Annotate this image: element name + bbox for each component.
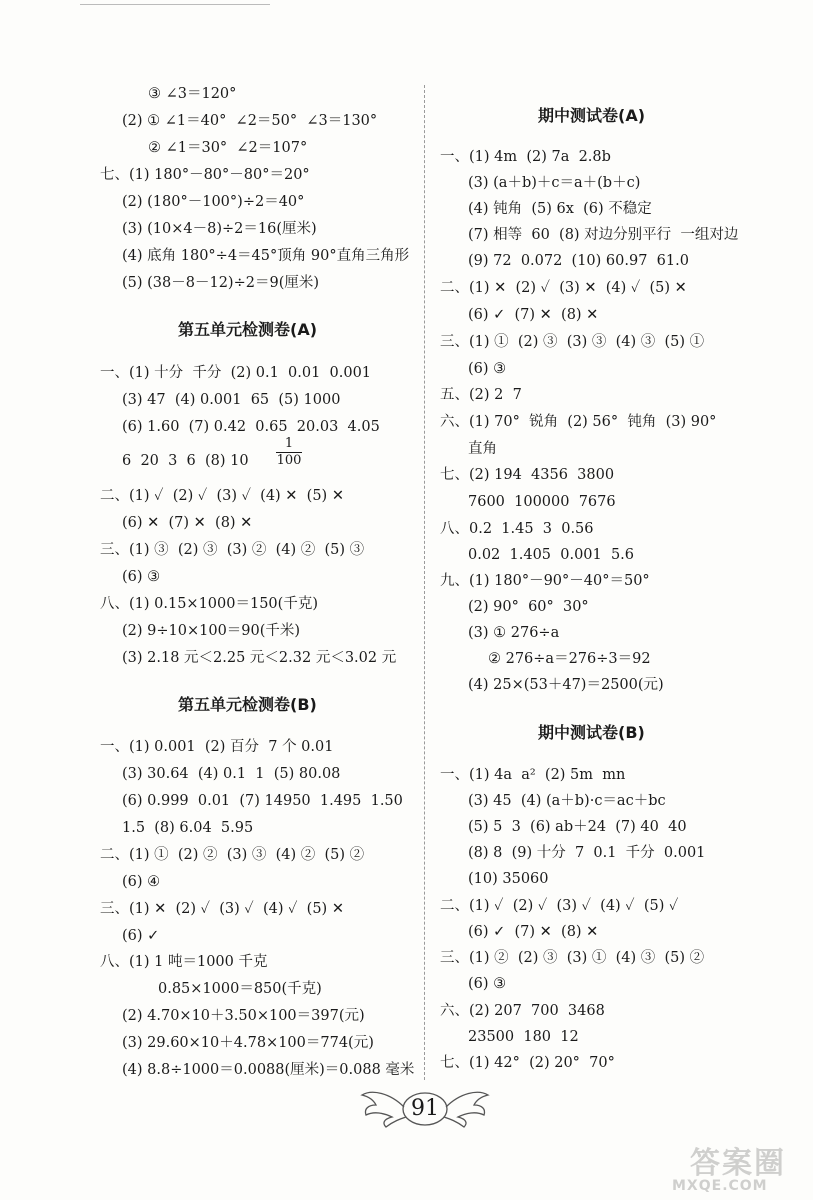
column-divider: [424, 85, 425, 1080]
answer-line: 二、(1) ✓ (2) ✓ (3) ✓ (4) ✓ (5) ✓: [440, 898, 679, 914]
answer-line: (6) ✓: [122, 928, 160, 944]
answer-line: (3) (10×4－8)÷2＝16(厘米): [122, 221, 317, 237]
answer-line: 六、(2) 207 700 3468: [440, 1003, 605, 1019]
answer-line: (2) ① ∠1＝40° ∠2＝50° ∠3＝130°: [122, 113, 378, 129]
answer-line: 三、(1) ✕ (2) ✓ (3) ✓ (4) ✓ (5) ✕: [100, 901, 344, 917]
answer-line: (7) 相等 60 (8) 对边分别平行 一组对边: [468, 227, 739, 243]
answer-line: (4) 25×(53＋47)＝2500(元): [468, 677, 664, 693]
answer-line: 六、(1) 70° 锐角 (2) 56° 钝角 (3) 90°: [440, 414, 717, 430]
answer-line: 一、(1) 4a a² (2) 5m mn: [440, 767, 626, 783]
answer-line: 6 20 3 6 (8) 10: [122, 453, 249, 469]
answer-line: (5) (38－8－12)÷2＝9(厘米): [122, 275, 320, 291]
answer-line: 一、(1) 0.001 (2) 百分 7 个 0.01: [100, 739, 334, 755]
answer-line: (6) ✓ (7) ✕ (8) ✕: [468, 307, 599, 323]
answer-line: (4) 钝角 (5) 6x (6) 不稳定: [468, 201, 652, 217]
section-heading: 期中测试卷(A): [538, 106, 646, 125]
answer-line: 0.02 1.405 0.001 5.6: [468, 547, 635, 563]
answer-line: 七、(1) 180°－80°－80°＝20°: [100, 167, 310, 183]
section-heading: 第五单元检测卷(B): [178, 695, 317, 714]
answer-line: (3) 29.60×10＋4.78×100＝774(元): [122, 1035, 374, 1051]
answer-line: 三、(1) ① (2) ③ (3) ③ (4) ③ (5) ①: [440, 334, 705, 350]
answer-line: (6) ③: [122, 569, 161, 585]
answer-line: 一、(1) 4m (2) 7a 2.8b: [440, 149, 611, 165]
answer-line: ② 276÷a＝276÷3＝92: [488, 651, 651, 667]
answer-line: 三、(1) ② (2) ③ (3) ① (4) ③ (5) ②: [440, 950, 705, 966]
answer-line: 二、(1) ① (2) ② (3) ③ (4) ② (5) ②: [100, 847, 365, 863]
answer-line: (4) 底角 180°÷4＝45°顶角 90°直角三角形: [122, 248, 410, 264]
answer-line: (3) 45 (4) (a＋b)·c＝ac＋bc: [468, 793, 666, 809]
answer-line: (2) (180°－100°)÷2＝40°: [122, 194, 305, 210]
answer-line: (10) 35060: [468, 871, 549, 887]
answer-line: (6) ✕ (7) ✕ (8) ✕: [122, 515, 253, 531]
answer-line: (2) 90° 60° 30°: [468, 599, 589, 615]
fraction-numerator: 1: [276, 436, 302, 453]
fraction-denominator: 100: [276, 453, 302, 468]
answer-line: (3) (a＋b)＋c＝a＋(b＋c): [468, 175, 641, 191]
answer-line: (4) 8.8÷1000＝0.0088(厘米)＝0.088 毫米: [122, 1062, 415, 1078]
answer-line: (3) 47 (4) 0.001 65 (5) 1000: [122, 392, 341, 408]
answer-line: (2) 9÷10×100＝90(千米): [122, 623, 301, 639]
page-number: 91: [411, 1096, 439, 1121]
answer-line: (2) 4.70×10＋3.50×100＝397(元): [122, 1008, 365, 1024]
answer-line: (6) ✓ (7) ✕ (8) ✕: [468, 924, 599, 940]
answer-line: 7600 100000 7676: [468, 494, 616, 510]
answer-line: (9) 72 0.072 (10) 60.97 61.0: [468, 253, 689, 269]
answer-line: 二、(1) ✕ (2) ✓ (3) ✕ (4) ✓ (5) ✕: [440, 280, 687, 296]
answer-line: 七、(2) 194 4356 3800: [440, 467, 615, 483]
answer-line: (3) 30.64 (4) 0.1 1 (5) 80.08: [122, 766, 341, 782]
answer-line: (3) 2.18 元＜2.25 元＜2.32 元＜3.02 元: [122, 650, 397, 666]
answer-line: ③ ∠3＝120°: [148, 86, 237, 102]
fraction: [276, 436, 302, 469]
answer-line: (6) 1.60 (7) 0.42 0.65 20.03 4.05: [122, 419, 380, 435]
answer-line: (3) ① 276÷a: [468, 625, 560, 641]
answer-line: 一、(1) 十分 千分 (2) 0.1 0.01 0.001: [100, 365, 372, 381]
answer-line: 0.85×1000＝850(千克): [158, 981, 322, 997]
answer-line: 二、(1) ✓ (2) ✓ (3) ✓ (4) ✕ (5) ✕: [100, 488, 344, 504]
answer-line: 1.5 (8) 6.04 5.95: [122, 820, 254, 836]
section-heading: 期中测试卷(B): [538, 723, 645, 742]
answer-line: 八、(1) 1 吨＝1000 千克: [100, 954, 268, 970]
answer-line: (5) 5 3 (6) ab＋24 (7) 40 40: [468, 819, 687, 835]
answer-line: ② ∠1＝30° ∠2＝107°: [148, 140, 308, 156]
answer-line: (6) 0.999 0.01 (7) 14950 1.495 1.50: [122, 793, 403, 809]
watermark-url: MXQE.COM: [672, 1178, 768, 1194]
answer-line: 八、(1) 0.15×1000＝150(千克): [100, 596, 318, 612]
answer-line: 九、(1) 180°－90°－40°＝50°: [440, 573, 650, 589]
answer-line: 七、(1) 42° (2) 20° 70°: [440, 1055, 615, 1071]
top-rule: [80, 4, 270, 5]
answer-line: 五、(2) 2 7: [440, 387, 522, 403]
answer-line: 八、0.2 1.45 3 0.56: [440, 521, 594, 537]
answer-line: (6) ③: [468, 976, 507, 992]
page-number-badge: [360, 1085, 490, 1133]
answer-line: (8) 8 (9) 十分 7 0.1 千分 0.001: [468, 845, 706, 861]
answer-line: 直角: [468, 441, 497, 457]
watermark-logo: 答案圈: [690, 1146, 786, 1181]
section-heading: 第五单元检测卷(A): [178, 320, 318, 339]
answer-line: (6) ③: [468, 361, 507, 377]
answer-line: (6) ④: [122, 874, 161, 890]
answer-line: 三、(1) ③ (2) ③ (3) ② (4) ② (5) ③: [100, 542, 365, 558]
answer-line: 23500 180 12: [468, 1029, 579, 1045]
